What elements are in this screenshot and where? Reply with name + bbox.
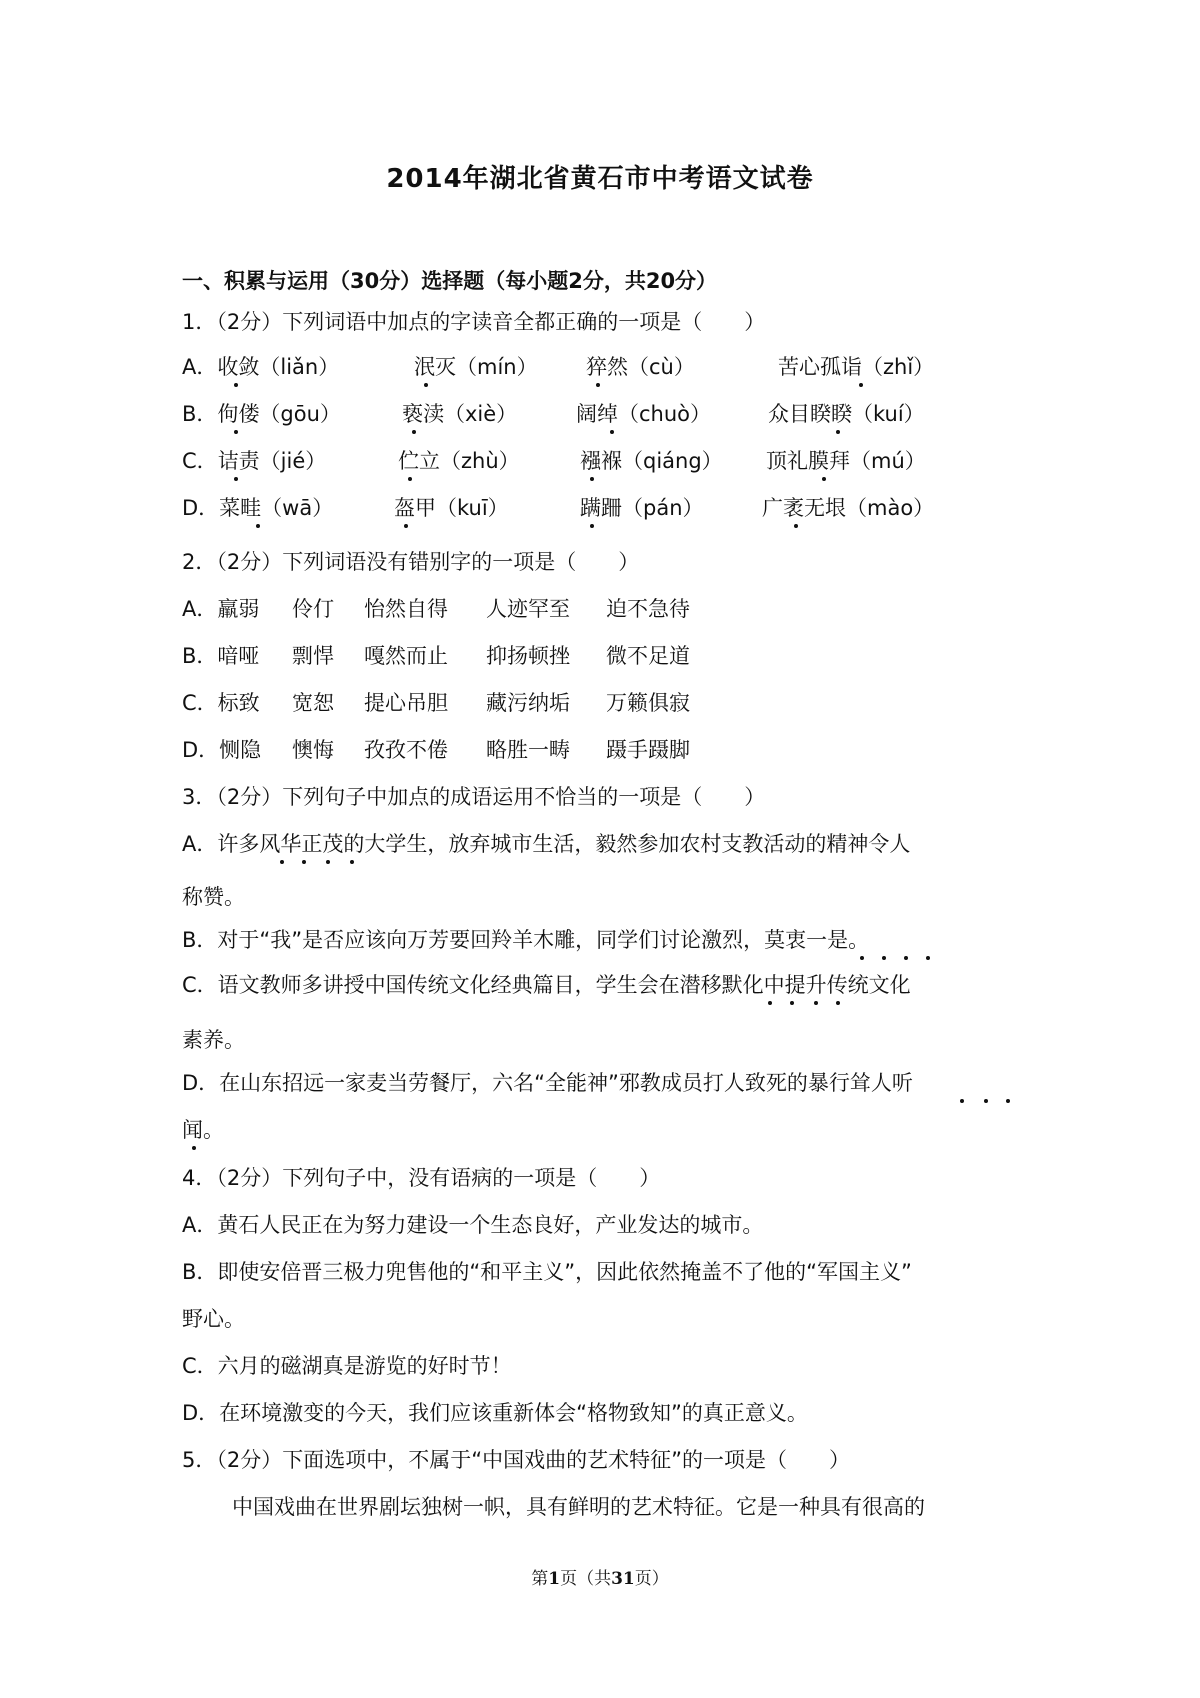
q2-b-2: 剽悍 <box>292 644 334 668</box>
q2-c-2: 宽恕 <box>292 691 334 715</box>
emphasis-dot <box>882 956 886 960</box>
q2-a-5: 迫不急待 <box>606 597 690 621</box>
q4-option-a: A．黄石人民正在为努力建设一个生态良好，产业发达的城市。 <box>182 1213 764 1237</box>
footer-suffix: 页） <box>634 1569 669 1589</box>
q3-option-c-line2: 素养。 <box>182 1028 245 1052</box>
emphasis-dot <box>234 383 238 387</box>
emphasis-dot <box>302 860 306 864</box>
emphasis-dot <box>192 1146 196 1150</box>
q1-option-b-2: 亵渎（xiè） <box>402 402 518 426</box>
page-footer <box>0 1564 1200 1589</box>
emphasis-dot <box>960 1099 964 1103</box>
q2-a-4: 人迹罕至 <box>486 597 570 621</box>
emphasis-dot <box>794 524 798 528</box>
q2-b-4: 抑扬顿挫 <box>486 644 570 668</box>
emphasis-dot <box>836 430 840 434</box>
q1-option-a-2: 泯灭（mín） <box>414 355 538 379</box>
emphasis-dot <box>984 1099 988 1103</box>
q1-option-b-3: 阔绰（chuò） <box>576 402 712 426</box>
q1-option-a-3: 猝然（cù） <box>586 355 695 379</box>
q1-option-d-1: D．菜畦（wā） <box>182 496 334 520</box>
emphasis-dot <box>836 1001 840 1005</box>
q3-option-a-line2: 称赞。 <box>182 885 245 909</box>
q4-option-c: C．六月的磁湖真是游览的好时节！ <box>182 1354 512 1378</box>
emphasis-dot <box>234 477 238 481</box>
emphasis-dot <box>590 524 594 528</box>
q1-option-a-4: 苦心孤诣（zhǐ） <box>778 355 935 379</box>
q2-a-1: A．羸弱 <box>182 597 260 621</box>
q2-d-4: 略胜一畴 <box>486 738 570 762</box>
q2-d-5: 蹑手蹑脚 <box>606 738 690 762</box>
q1-option-c-2: 伫立（zhù） <box>398 449 520 473</box>
footer-total-pages: 31 <box>611 1569 635 1589</box>
q3-option-c-line1: C．语文教师多讲授中国传统文化经典篇目，学生会在潜移默化中提升传统文化 <box>182 973 911 997</box>
emphasis-dot <box>280 860 284 864</box>
q1-option-d-2: 盔甲（kuī） <box>394 496 509 520</box>
q3-option-b: B．对于“我”是否应该向万芳要回羚羊木雕，同学们讨论激烈，莫衷一是。 <box>182 928 870 952</box>
emphasis-dot <box>234 430 238 434</box>
q4-option-b-line2: 野心。 <box>182 1307 245 1331</box>
q3-option-d-line2: 闻。 <box>182 1118 224 1142</box>
q1-option-c-4: 顶礼膜拜（mú） <box>766 449 926 473</box>
emphasis-dot <box>404 524 408 528</box>
emphasis-dot <box>610 430 614 434</box>
q1-option-a-1: A．收敛（liǎn） <box>182 355 340 379</box>
emphasis-dot <box>596 383 600 387</box>
emphasis-dot <box>859 383 863 387</box>
emphasis-dot <box>424 383 428 387</box>
emphasis-dot <box>822 477 826 481</box>
emphasis-dot <box>926 956 930 960</box>
emphasis-dot <box>904 956 908 960</box>
q2-c-3: 提心吊胆 <box>364 691 448 715</box>
q1-option-b-4: 众目睽睽（kuí） <box>768 402 925 426</box>
emphasis-dot <box>1006 1099 1010 1103</box>
q2-b-5: 微不足道 <box>606 644 690 668</box>
question-5-stem: 5．（2分）下面选项中，不属于“中国戏曲的艺术特征”的一项是（ ） <box>182 1448 850 1472</box>
footer-middle: 页（共 <box>560 1569 612 1589</box>
footer-prefix: 第 <box>531 1569 549 1589</box>
emphasis-dot <box>350 860 354 864</box>
emphasis-dot <box>860 956 864 960</box>
q2-a-3: 怡然自得 <box>364 597 448 621</box>
emphasis-dot <box>256 524 260 528</box>
emphasis-dot <box>814 1001 818 1005</box>
question-4-stem: 4．（2分）下列句子中，没有语病的一项是（ ） <box>182 1166 661 1190</box>
question-2-stem: 2．（2分）下列词语没有错别字的一项是（ ） <box>182 550 640 574</box>
q4-option-b-line1: B．即使安倍晋三极力兜售他的“和平主义”，因此依然掩盖不了他的“军国主义” <box>182 1260 912 1284</box>
q1-option-c-3: 襁褓（qiáng） <box>580 449 723 473</box>
emphasis-dot <box>768 1001 772 1005</box>
question-3-stem: 3．（2分）下列句子中加点的成语运用不恰当的一项是（ ） <box>182 785 766 809</box>
q2-d-1: D．恻隐 <box>182 738 262 762</box>
q2-d-2: 懊悔 <box>292 738 334 762</box>
footer-page-number: 1 <box>548 1569 561 1589</box>
question-1-stem: 1．（2分）下列词语中加点的字读音全都正确的一项是（ ） <box>182 310 766 334</box>
q3-option-d-line1: D．在山东招远一家麦当劳餐厅，六名“全能神”邪教成员打人致死的暴行耸人听 <box>182 1071 913 1095</box>
page-title: 2014年湖北省黄石市中考语文试卷 <box>386 164 814 194</box>
emphasis-dot <box>408 477 412 481</box>
q2-a-2: 伶仃 <box>292 597 334 621</box>
q4-option-d: D．在环境激变的今天，我们应该重新体会“格物致知”的真正意义。 <box>182 1401 808 1425</box>
q2-b-1: B．喑哑 <box>182 644 260 668</box>
q2-c-5: 万籁俱寂 <box>606 691 690 715</box>
q1-option-d-3: 蹒跚（pán） <box>580 496 704 520</box>
emphasis-dot <box>326 860 330 864</box>
q3-option-a-line1: A．许多风华正茂的大学生，放弃城市生活，毅然参加农村支教活动的精神令人 <box>182 832 911 856</box>
q2-d-3: 孜孜不倦 <box>364 738 448 762</box>
q1-option-b-1: B．佝偻（gōu） <box>182 402 341 426</box>
q1-option-c-1: C．诘责（jié） <box>182 449 327 473</box>
emphasis-dot <box>790 1001 794 1005</box>
q1-option-d-4: 广袤无垠（mào） <box>762 496 935 520</box>
q5-passage: 中国戏曲在世界剧坛独树一帜，具有鲜明的艺术特征。它是一种具有很高的 <box>232 1495 925 1519</box>
q2-b-3: 嘎然而止 <box>364 644 448 668</box>
q2-c-4: 藏污纳垢 <box>486 691 570 715</box>
emphasis-dot <box>412 430 416 434</box>
q2-c-1: C．标致 <box>182 691 260 715</box>
section-heading: 一、积累与运用（30分）选择题（每小题2分，共20分） <box>182 269 718 293</box>
emphasis-dot <box>590 477 594 481</box>
